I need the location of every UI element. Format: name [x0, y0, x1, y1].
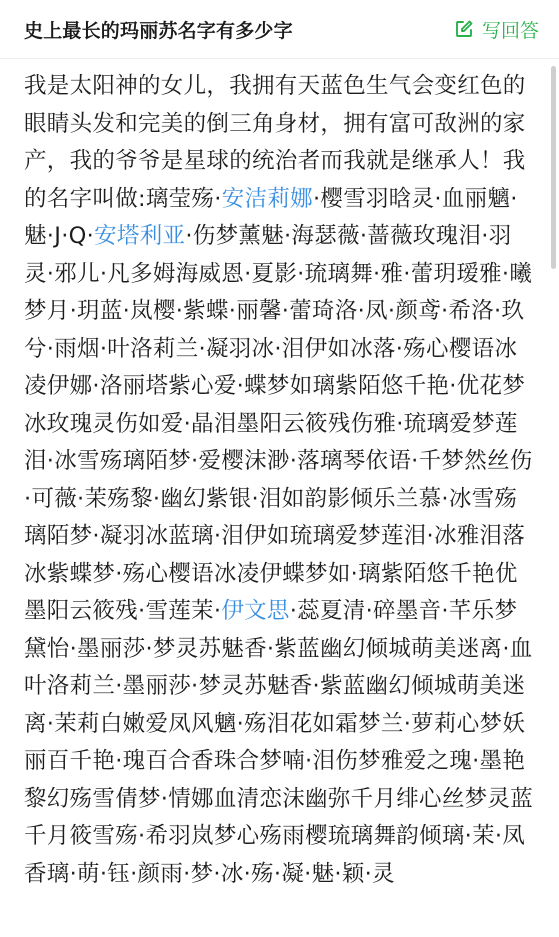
name-link[interactable]: 伊文思 — [221, 598, 290, 624]
question-header — [0, 0, 559, 58]
write-answer-button[interactable] — [454, 16, 539, 43]
header-divider — [0, 58, 559, 59]
question-title[interactable]: 史上最长的玛丽苏名字有多少字 — [24, 19, 293, 42]
answer-text: ·蕊夏清·碎墨音·芊乐梦黛怡·墨丽莎·梦灵苏魅香·紫蓝幽幻倾城萌美迷离·血叶洛莉兰·墨丽莎·梦灵苏魅香·紫蓝幽幻倾城萌美迷离·茉莉白嫩爱凤风魑·殇泪花如霜梦兰·萝莉心梦妖丽百千艳·瑰百合香珠合梦喃·泪伤梦雅爱之瑰·墨艳黎幻殇雪倩梦·情娜血清恋沫幽弥千月绯心丝梦灵蓝千月筱雪殇·希羽岚梦心殇雨樱琉璃舞韵倾璃·茉·凤香璃·萌·钰·颜雨·梦·冰·殇·凝·魅·颖·灵 — [24, 598, 534, 887]
answer-content — [24, 68, 534, 893]
name-link[interactable]: 安洁莉娜 — [221, 185, 313, 212]
name-link[interactable]: 安塔利亚 — [94, 223, 186, 249]
answer-text: ·伤梦薰魅·海瑟薇·蔷薇玫瑰泪·羽灵·邪儿·凡多姆海威恩·夏影·琉璃舞·雅·蕾玥瑷雅·曦梦月·玥蓝·岚樱·紫蝶·丽馨·蕾琦洛·凤·颜鸢·希洛·玖兮·雨烟·叶洛莉兰·凝羽冰·泪伊如冰落·殇心樱语冰凌伊娜·洛丽塔紫心爱·蝶梦如璃紫陌悠千艳·优花梦冰玫瑰灵伤如爱·晶泪墨阳云筱残伤雅·琉璃爱梦莲泪·冰雪殇璃陌梦·爱樱沫渺·落璃琴依语·千梦然丝伤·可薇·茉殇黎·幽幻紫银·泪如韵影倾乐兰慕·冰雪殇璃陌梦·凝羽冰蓝璃·泪伊如琉璃爱梦莲泪·冰雅泪落冰紫蝶梦·殇心樱语冰凌伊蝶梦如·璃紫陌悠千艳优墨阳云筱残·雪莲茉· — [24, 223, 533, 624]
answer-text: 我是太阳神的女儿，我拥有天蓝色生气会变红色的眼睛头发和完美的倒三角身材，拥有富可敌洲的家产，我的爷爷是星球的统治者而我就是继承人！我的名字叫做:璃莹殇· — [24, 73, 526, 212]
edit-icon — [454, 19, 474, 39]
scrollbar[interactable] — [551, 66, 556, 269]
answer-text: ·樱雪羽晗灵·血丽魑·魅·J·Q· — [24, 185, 518, 249]
write-answer-label: 写回答 — [481, 19, 539, 42]
